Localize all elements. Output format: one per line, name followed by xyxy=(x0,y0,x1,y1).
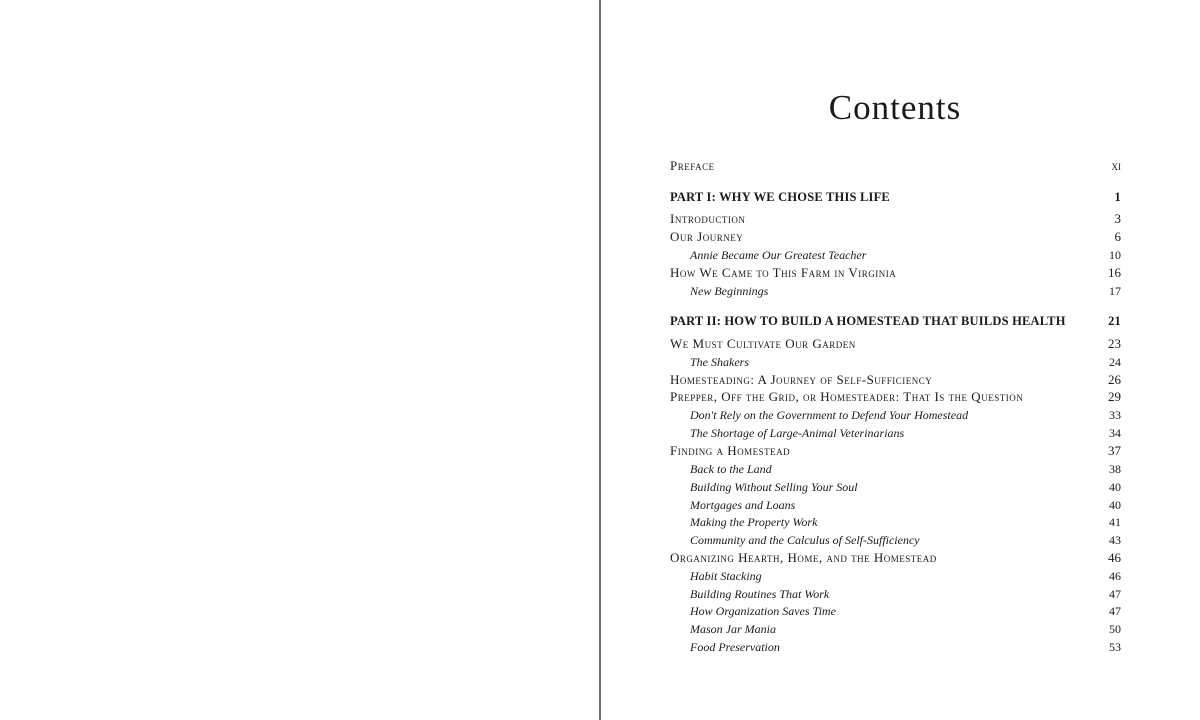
toc-entry-sub xyxy=(670,602,1121,620)
toc-entry-part xyxy=(670,312,1121,330)
toc-page-number: 53 xyxy=(1109,640,1121,654)
toc-entry-title: Prepper, Off the Grid, or Homesteader: That Is the Question xyxy=(670,389,1024,404)
toc-entry-title: New Beginnings xyxy=(690,284,769,298)
toc-page-number: 38 xyxy=(1109,462,1121,476)
toc-page-number: 3 xyxy=(1114,211,1121,226)
toc-page-number: 40 xyxy=(1109,480,1121,494)
toc-entry-chapter xyxy=(670,442,1121,460)
toc-page-number: 16 xyxy=(1108,265,1121,280)
toc-page-number: 34 xyxy=(1109,426,1121,440)
toc-entry-title: Mortgages and Loans xyxy=(690,498,796,512)
toc-page-number: 6 xyxy=(1114,229,1121,244)
toc-page-number: 47 xyxy=(1109,587,1121,601)
page-title: Contents xyxy=(828,88,962,128)
toc-entry-chapter xyxy=(670,371,1121,389)
toc-entry-title: Mason Jar Mania xyxy=(690,622,776,636)
right-page xyxy=(601,0,1200,720)
toc-entry-title: How Organization Saves Time xyxy=(690,604,836,618)
toc-entry-title: PART I: WHY WE CHOSE THIS LIFE xyxy=(670,190,890,204)
toc-entry-chapter xyxy=(670,210,1121,228)
toc-entry-sub xyxy=(670,531,1121,549)
toc-entry-title: Building Routines That Work xyxy=(690,587,830,601)
toc-entry-chapter xyxy=(670,157,1121,175)
toc-entry-sub xyxy=(670,620,1121,638)
toc-entry-sub xyxy=(670,282,1121,300)
toc-entry-title: Back to the Land xyxy=(690,462,772,476)
toc-entry-sub xyxy=(670,638,1121,656)
toc-page-number: 41 xyxy=(1109,515,1121,529)
toc-entry-chapter xyxy=(670,549,1121,567)
toc-page-number: 40 xyxy=(1109,498,1121,512)
toc-entry-chapter xyxy=(670,335,1121,353)
toc-page-number: 43 xyxy=(1109,533,1121,547)
toc-entry-title: Finding a Homestead xyxy=(670,443,791,458)
toc-entry-title: Habit Stacking xyxy=(690,569,762,583)
toc-entry-title: We Must Cultivate Our Garden xyxy=(670,336,856,351)
toc-entry-title: The Shortage of Large-Animal Veterinarians xyxy=(690,426,905,440)
toc-page-number: 47 xyxy=(1109,604,1121,618)
toc-entry-title: Introduction xyxy=(670,211,746,226)
toc-entry-title: Food Preservation xyxy=(690,640,780,654)
toc-entry-chapter xyxy=(670,228,1121,246)
toc-entry-chapter xyxy=(670,264,1121,282)
toc-page-number: 46 xyxy=(1108,550,1121,565)
toc-entry-sub xyxy=(670,353,1121,371)
toc-entry-title: The Shakers xyxy=(690,355,749,369)
toc-page-number: 37 xyxy=(1108,443,1121,458)
toc-entry-title: Organizing Hearth, Home, and the Homestead xyxy=(670,550,937,565)
toc-entry-part xyxy=(670,188,1121,206)
toc-page-number: 29 xyxy=(1108,389,1121,404)
toc-entry-chapter xyxy=(670,388,1121,406)
toc-entry-sub xyxy=(670,460,1121,478)
toc-entry-sub xyxy=(670,496,1121,514)
toc-entry-sub xyxy=(670,513,1121,531)
toc-entry-title: Preface xyxy=(670,158,715,173)
toc-page-number: 17 xyxy=(1109,284,1121,298)
toc-page-number: 50 xyxy=(1109,622,1121,636)
toc-entry-sub xyxy=(670,585,1121,603)
toc-page-number: 33 xyxy=(1109,408,1121,422)
toc-entry-sub xyxy=(670,478,1121,496)
toc-entry-sub xyxy=(670,424,1121,442)
toc-entry-title: Annie Became Our Greatest Teacher xyxy=(690,248,867,262)
toc-page-number: 26 xyxy=(1108,372,1121,387)
toc-page-number: 24 xyxy=(1109,355,1121,369)
toc-page-number: xi xyxy=(1111,158,1121,173)
toc-entry-title: PART II: HOW TO BUILD A HOMESTEAD THAT BUILDS HEALTH xyxy=(670,314,1066,328)
toc-entry-sub xyxy=(670,246,1121,264)
toc-entry-title: Our Journey xyxy=(670,229,744,244)
toc-entry-title: Community and the Calculus of Self-Sufficiency xyxy=(690,533,920,547)
toc-entry-title: Making the Property Work xyxy=(690,515,818,529)
toc-entry-title: Homesteading: A Journey of Self-Sufficiency xyxy=(670,372,933,387)
toc-page-number: 1 xyxy=(1114,190,1121,204)
toc-page-number: 10 xyxy=(1109,248,1121,262)
toc-entry-title: Building Without Selling Your Soul xyxy=(690,480,858,494)
toc-page-number: 23 xyxy=(1108,336,1121,351)
toc-page-number: 46 xyxy=(1109,569,1121,583)
toc-entry-sub xyxy=(670,406,1121,424)
toc-page-number: 21 xyxy=(1108,314,1121,328)
toc-entry-title: How We Came to This Farm in Virginia xyxy=(670,265,897,280)
toc-entry-sub xyxy=(670,567,1121,585)
toc-entry-title: Don't Rely on the Government to Defend Your Homestead xyxy=(690,408,969,422)
